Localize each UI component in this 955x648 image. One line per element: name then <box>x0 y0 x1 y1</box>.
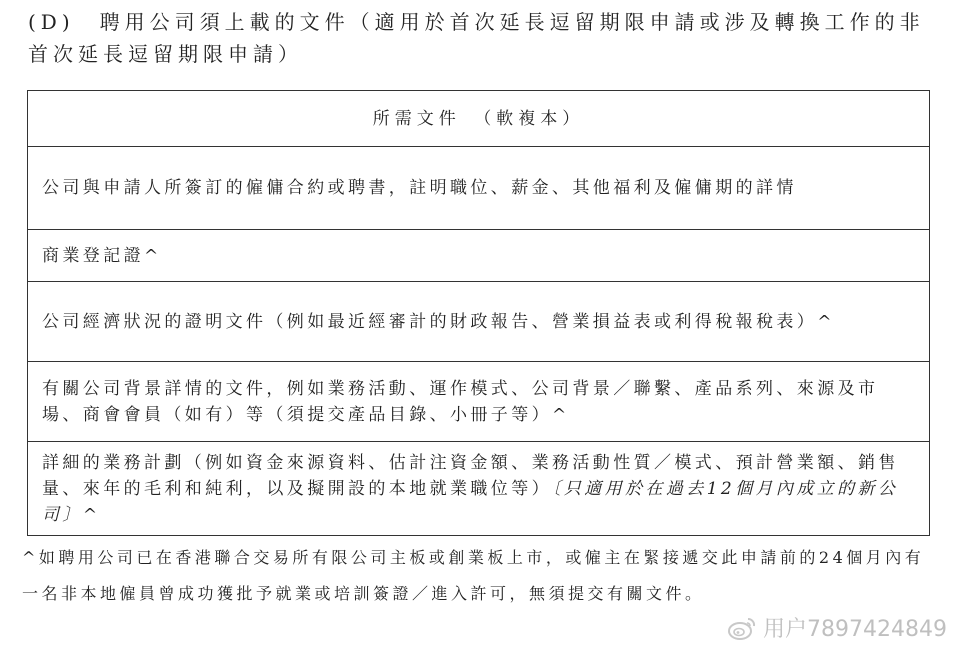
table-header-label: 所需文件 （軟複本） <box>372 108 585 129</box>
required-documents-table <box>27 90 930 536</box>
row-text: 詳細的業務計劃（例如資金來源資料、估計注資金額、業務活動性質／模式、預計營業額、銷售量、來年的毛利和純利，以及擬開設的本地就業職位等） <box>42 452 899 499</box>
row-text: 有關公司背景詳情的文件，例如業務活動、運作模式、公司背景／聯繫、產品系列、來源及市場、商會會員（如有）等（須提交產品目錄、小冊子等）^ <box>42 378 879 425</box>
table-header <box>28 91 929 146</box>
table-row <box>28 146 929 229</box>
row-suffix: ^ <box>82 504 101 525</box>
table-row <box>28 281 929 361</box>
table-row <box>28 441 929 535</box>
row-text: 公司經濟狀況的證明文件（例如最近經審計的財政報告、營業損益表或利得稅報稅表）^ <box>42 311 835 332</box>
watermark-text: 用户7897424849 <box>763 617 947 642</box>
footnote: ^如聘用公司已在香港聯合交易所有限公司主板或創業板上市，或僱主在緊接遞交此申請前的24個月內有一名非本地僱員曾成功獲批予就業或培訓簽證／進入許可，無須提交有關文件。 <box>22 548 925 603</box>
row-note: 〔只適用於在過去12個月內成立的新公司〕 <box>42 478 899 525</box>
table-row <box>28 229 929 281</box>
table-row <box>28 361 929 441</box>
watermark <box>727 612 947 643</box>
row-text: 公司與申請人所簽訂的僱傭合約或聘書，註明職位、薪金、其他福利及僱傭期的詳情 <box>42 178 797 198</box>
row-text: 商業登記證^ <box>42 245 162 266</box>
row-text-wrapper <box>42 450 915 528</box>
section-heading: (D) 聘用公司須上載的文件（適用於首次延長逗留期限申請或涉及轉換工作的非首次延長逗留期限申請） <box>28 10 925 66</box>
weibo-icon <box>727 615 757 641</box>
